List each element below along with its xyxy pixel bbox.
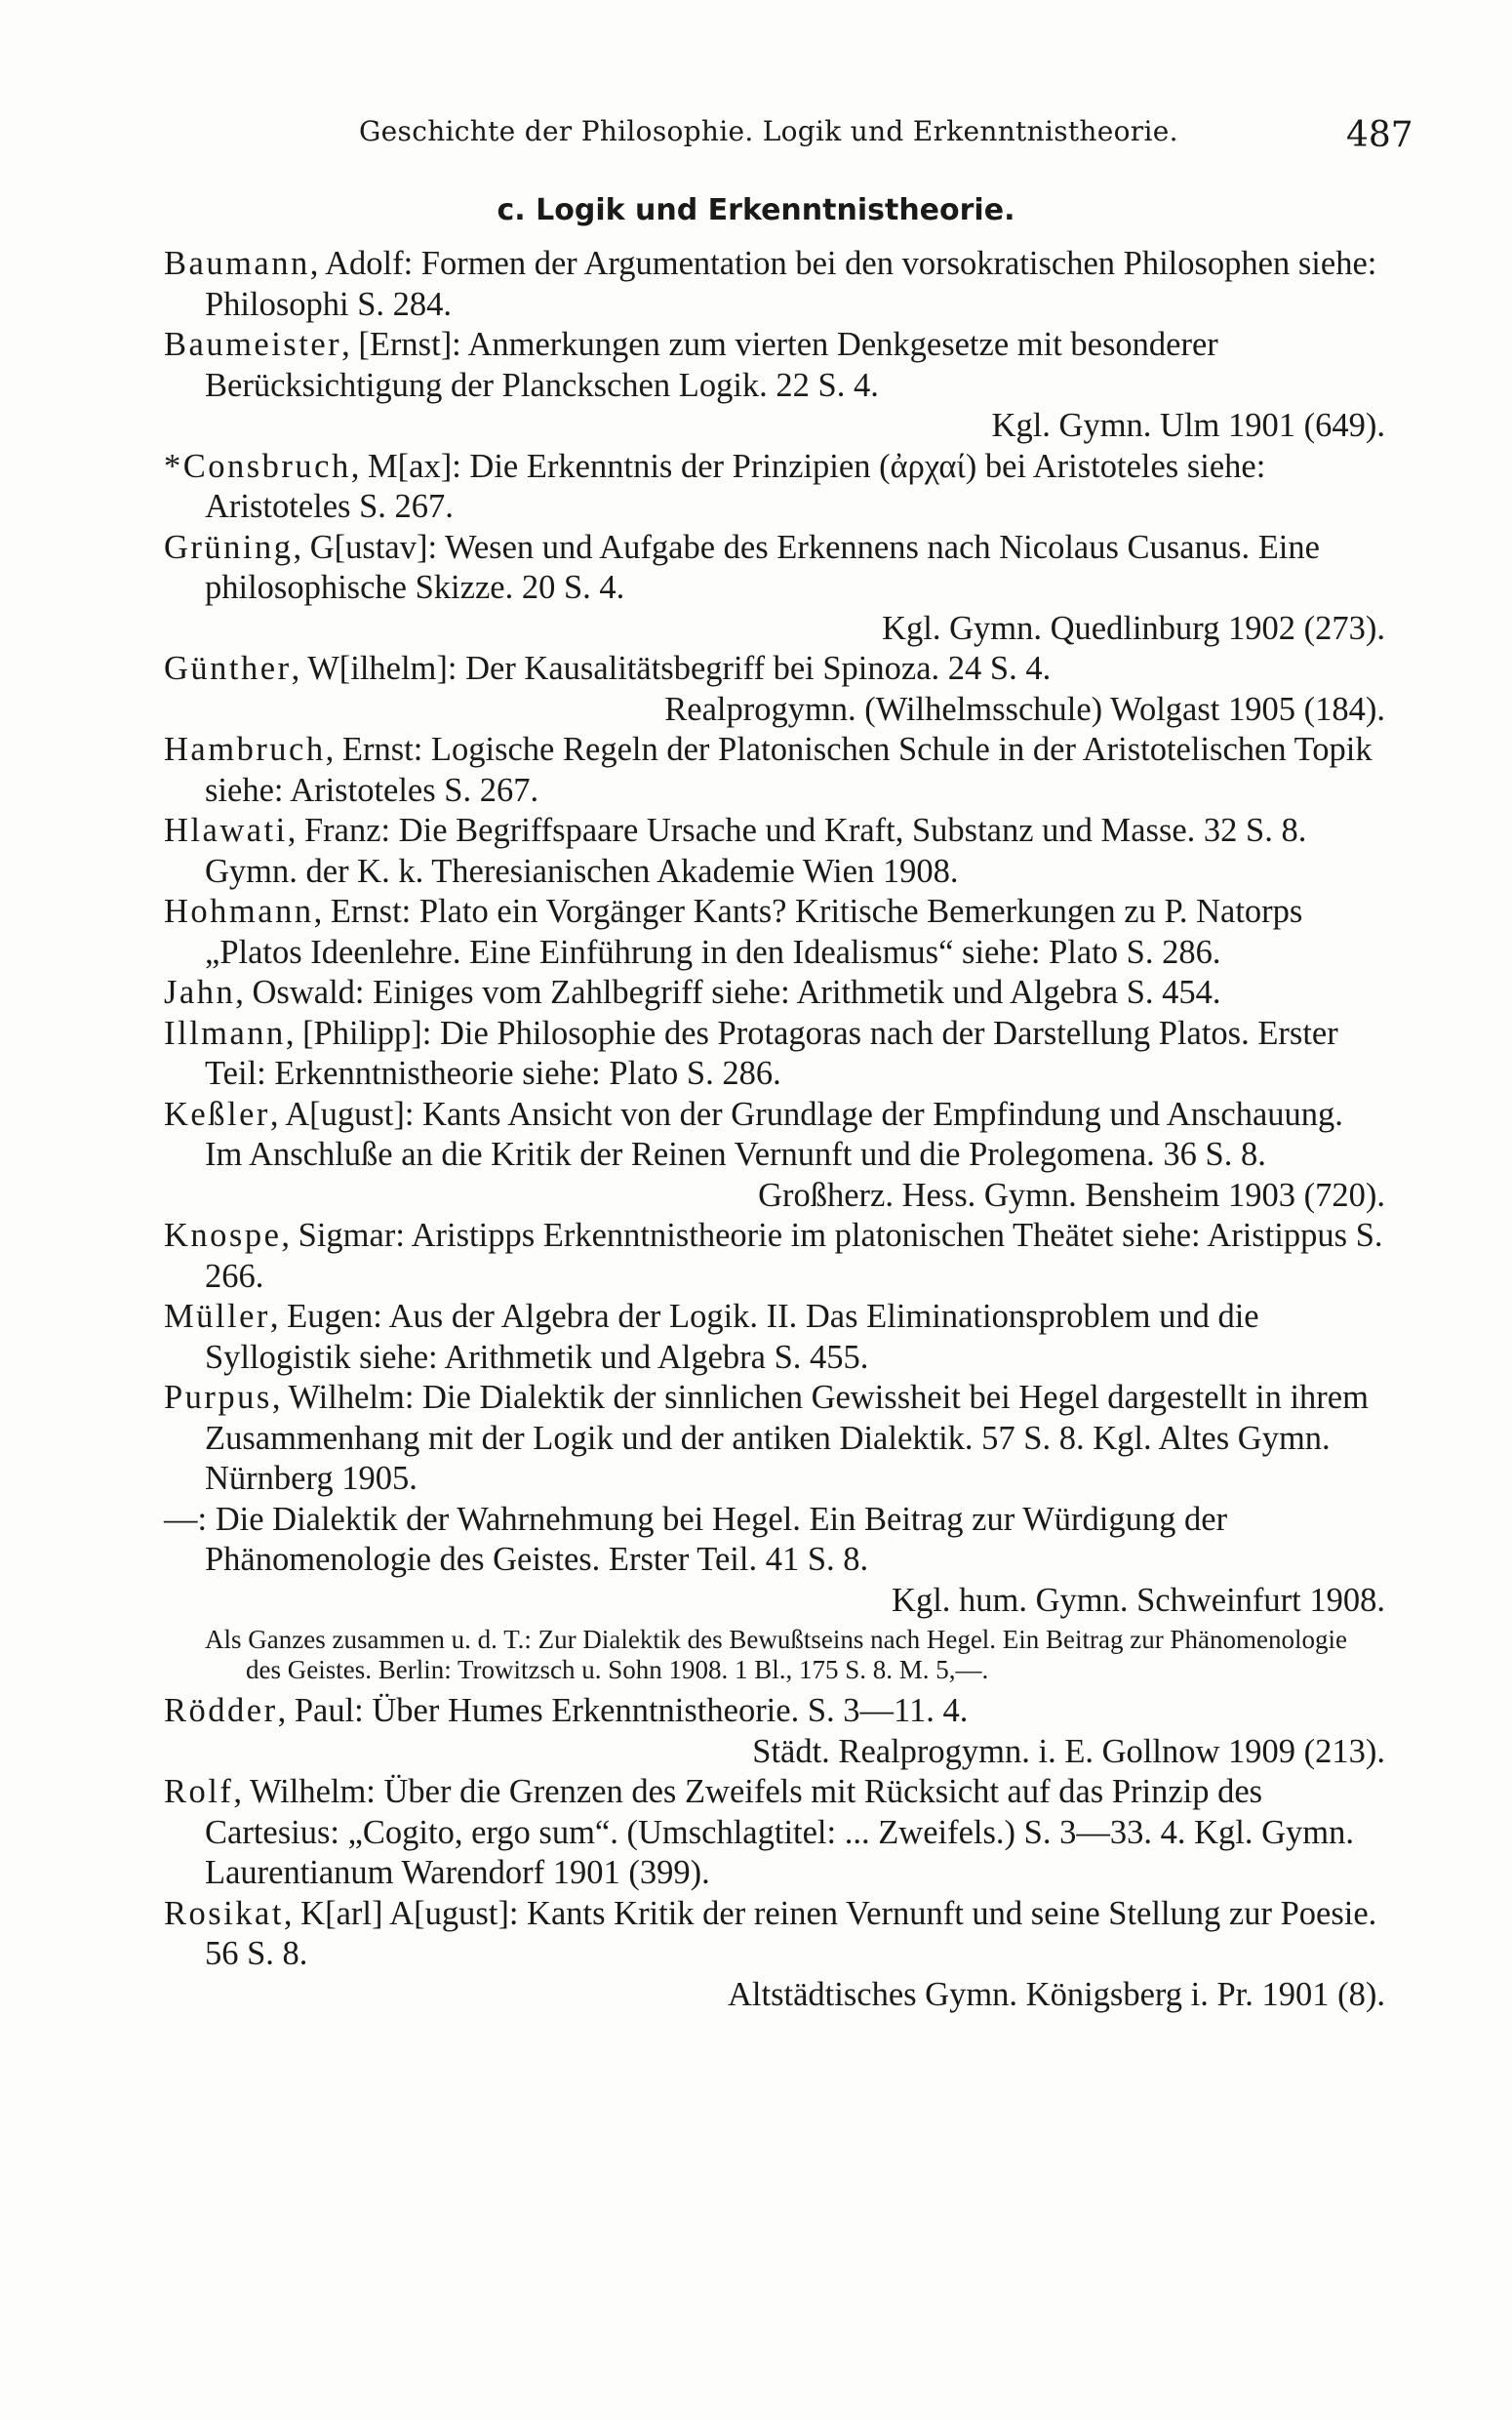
list-item (164, 528, 1385, 650)
page-number: 487 (1346, 115, 1413, 155)
school-line: Kgl. hum. Gymn. Schweinfurt 1908. (892, 1581, 1385, 1619)
entry-text: , W[ilhelm]: Der Kausalitätsbegriff bei Spinoza. 24 S. 4. (291, 650, 1052, 687)
author-name: Rosikat (164, 1894, 284, 1932)
author-name: *Consbruch (164, 447, 351, 485)
entry-text: , G[ustav]: Wesen und Aufgabe des Erkennens nach Nicolaus Cusanus. Eine philosophische Skizze. 20 S. 4. (205, 528, 1320, 606)
entry-text: , Paul: Über Humes Erkenntnistheorie. S. 3—11. 4. (277, 1692, 969, 1729)
list-item (164, 892, 1385, 973)
list-item (164, 1691, 1385, 1772)
author-name: Knospe (164, 1217, 282, 1254)
author-name: Grüning (164, 528, 294, 566)
list-item (164, 1014, 1385, 1095)
list-item (164, 1894, 1385, 2016)
list-item (164, 244, 1385, 325)
school-line: Realprogymn. (Wilhelmsschule) Wolgast 1905 (184). (664, 690, 1385, 728)
school-line: Altstädtisches Gymn. Königsberg i. Pr. 1901 (8). (728, 1975, 1385, 2013)
author-name: Baumann (164, 245, 310, 282)
school-line: Großherz. Hess. Gymn. Bensheim 1903 (720). (758, 1176, 1385, 1214)
author-name: Keßler (164, 1095, 270, 1133)
author-name: Purpus (164, 1379, 272, 1416)
school-line: Kgl. Gymn. Quedlinburg 1902 (273). (882, 609, 1385, 647)
author-name: Hohmann (164, 893, 314, 930)
footnote: Als Ganzes zusammen u. d. T.: Zur Dialektik des Bewußtseins nach Hegel. Ein Beitrag zur Phänomenologie des Geistes. Berlin: Trowitzsch u. Sohn 1908. 1 Bl., 175 S. 8. M. 5,—. (205, 1625, 1347, 1684)
entry-text: , Wilhelm: Die Dialektik der sinnlichen Gewissheit bei Hegel dargestellt in ihrem Zusammenhang mit der Logik und der antiken Dialektik. 57 S. 8. Kgl. Altes Gymn. Nürnberg 1905. (205, 1379, 1369, 1497)
bibliography-list (164, 244, 1385, 2015)
author-name: Baumeister (164, 326, 342, 363)
list-item (164, 811, 1385, 892)
author-name: Jahn (164, 974, 236, 1011)
entry-text: , Adolf: Formen der Argumentation bei den vorsokratischen Philosophen siehe: Philosophi S. 284. (205, 245, 1377, 323)
list-item (164, 1500, 1385, 1622)
list-item (164, 1095, 1385, 1217)
list-item (164, 649, 1385, 730)
entry-text: , K[arl] A[ugust]: Kants Kritik der reinen Vernunft und seine Stellung zur Poesie. 56 S. 8. (205, 1894, 1377, 1972)
entry-text: , Franz: Die Begriffspaare Ursache und Kraft, Substanz und Masse. 32 S. 8. Gymn. der K. k. Theresianischen Akademie Wien 1908. (205, 812, 1307, 890)
entry-text: , Eugen: Aus der Algebra der Logik. II. Das Eliminationsproblem und die Syllogistik siehe: Arithmetik und Algebra S. 455. (205, 1298, 1259, 1376)
author-name: Rödder (164, 1692, 278, 1729)
entry-text: , Ernst: Logische Regeln der Platonischen Schule in der Aristotelischen Topik siehe: Aristoteles S. 267. (205, 731, 1373, 809)
entry-text: —: Die Dialektik der Wahrnehmung bei Hegel. Ein Beitrag zur Würdigung der Phänomenologie des Geistes. Erster Teil. 41 S. 8. (164, 1500, 1228, 1578)
entry-text: , Oswald: Einiges vom Zahlbegriff siehe: Arithmetik und Algebra S. 454. (235, 974, 1221, 1011)
list-item (164, 1378, 1385, 1500)
list-item (164, 1216, 1385, 1297)
entry-text: , Ernst: Plato ein Vorgänger Kants? Kritische Bemerkungen zu P. Natorps „Platos Ideenlehre. Eine Einführung in den Idealismus“ siehe: Plato S. 286. (205, 893, 1303, 971)
entry-text: , Sigmar: Aristipps Erkenntnistheorie im platonischen Theätet siehe: Aristippus S. 266. (205, 1217, 1383, 1295)
entry-text: , Wilhelm: Über die Grenzen des Zweifels mit Rücksicht auf das Prinzip des Cartesius: „Cogito, ergo sum“. (Umschlagtitel: ... Zweifels.) S. 3—33. 4. Kgl. Gymn. Laurentianum Warendorf 1901 (399). (205, 1773, 1354, 1891)
list-item (164, 730, 1385, 811)
author-name: Rolf (164, 1773, 234, 1810)
list-item (164, 1297, 1385, 1378)
school-line: Kgl. Gymn. Ulm 1901 (649). (991, 407, 1385, 444)
author-name: Hambruch (164, 731, 326, 768)
list-item (164, 325, 1385, 447)
author-name: Günther (164, 650, 292, 687)
author-name: Illmann (164, 1014, 286, 1052)
entry-text: , [Philipp]: Die Philosophie des Protagoras nach der Darstellung Platos. Erster Teil: Erkenntnistheorie siehe: Plato S. 286. (205, 1014, 1338, 1092)
school-line: Städt. Realprogymn. i. E. Gollnow 1909 (213). (752, 1732, 1385, 1770)
author-name: Hlawati (164, 812, 288, 849)
running-head: Geschichte der Philosophie. Logik und Erkenntnistheorie. (359, 115, 1178, 147)
section-title: c. Logik und Erkenntnistheorie. (497, 193, 1015, 227)
list-item (164, 1772, 1385, 1894)
author-name: Müller (164, 1298, 270, 1335)
entry-text: , M[ax]: Die Erkenntnis der Prinzipien (ἀρχαί) bei Aristoteles siehe: Aristoteles S. 267. (205, 447, 1266, 525)
entry-text: , [Ernst]: Anmerkungen zum vierten Denkgesetze mit besonderer Berücksichtigung der Planckschen Logik. 22 S. 4. (205, 326, 1218, 404)
entry-text: , A[ugust]: Kants Ansicht von der Grundlage der Empfindung und Anschauung. Im Anschluße an die Kritik der Reinen Vernunft und die Prolegomena. 36 S. 8. (205, 1095, 1343, 1173)
list-item (164, 447, 1385, 528)
list-item (164, 973, 1385, 1014)
